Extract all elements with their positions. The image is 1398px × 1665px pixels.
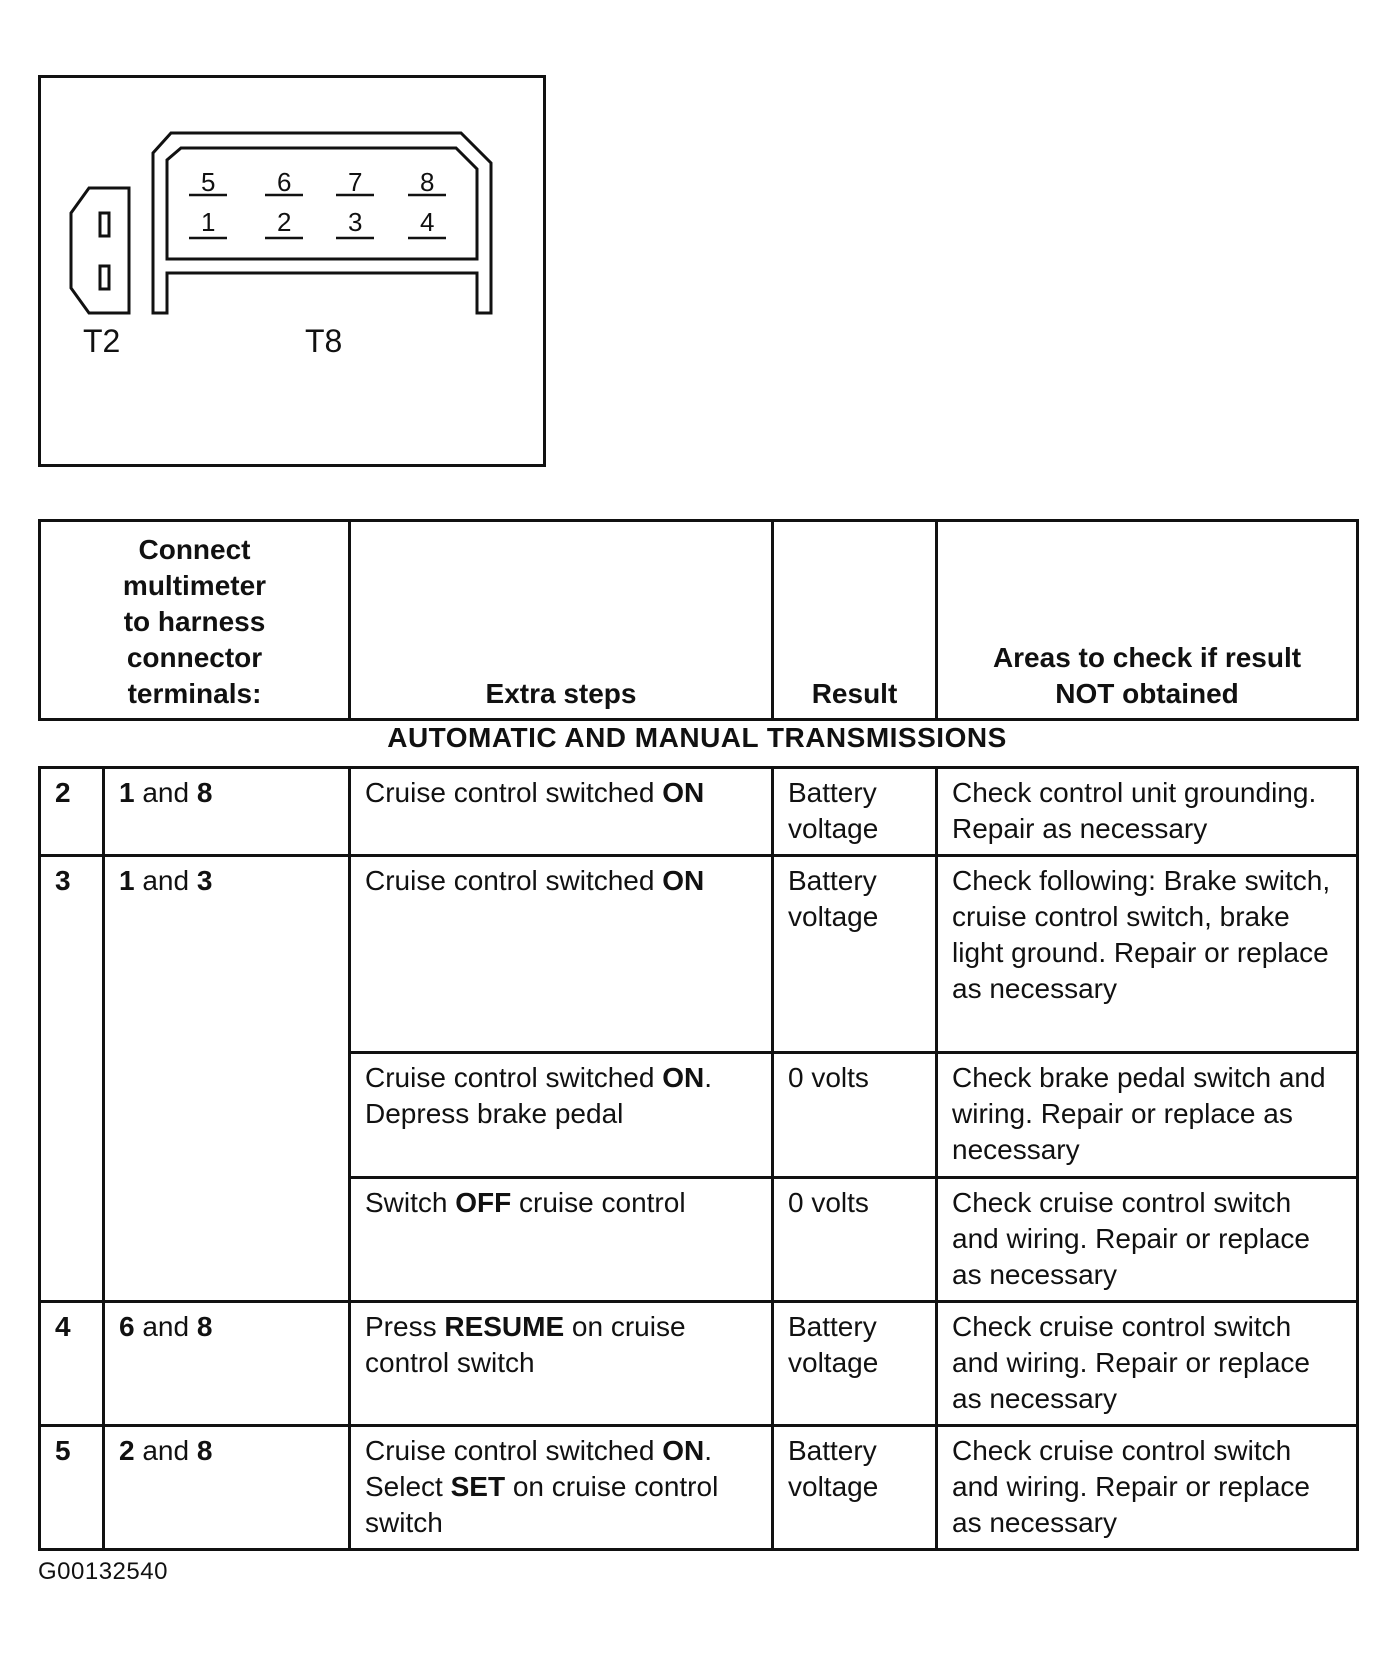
- table-row: [40, 768, 1358, 856]
- terminals-cell: [104, 856, 350, 1302]
- pin-6: 6: [277, 167, 292, 197]
- header-result: Result: [773, 521, 937, 720]
- pin-4: 4: [420, 207, 435, 237]
- header-connect: Connect multimeter to harness connector terminals:: [40, 521, 350, 720]
- result-cell: Battery voltage: [773, 768, 937, 856]
- extra-steps-cell: Switch OFF cruise control: [350, 1178, 773, 1302]
- terminal-a: 1: [119, 865, 135, 896]
- test-table: [38, 766, 1359, 1551]
- t2-pin-2: [100, 266, 109, 289]
- test-table-header: [38, 519, 1359, 721]
- step-number: 4: [40, 1302, 104, 1426]
- section-title: AUTOMATIC AND MANUAL TRANSMISSIONS: [387, 722, 1007, 753]
- pin-2: 2: [277, 207, 292, 237]
- table-row: [40, 1302, 1358, 1426]
- table-row: [40, 1426, 1358, 1550]
- terminal-b: 8: [196, 777, 213, 808]
- terminal-b: 8: [196, 1435, 213, 1466]
- areas-cell: Check cruise control switch and wiring. Repair or replace as necessary: [937, 1426, 1358, 1550]
- areas-cell: Check cruise control switch and wiring. Repair or replace as necessary: [937, 1178, 1358, 1302]
- terminal-and: and: [142, 1435, 190, 1466]
- result-cell: Battery voltage: [773, 856, 937, 1053]
- result-cell: Battery voltage: [773, 1426, 937, 1550]
- extra-steps-cell: Cruise control switched ON. Depress brake pedal: [350, 1053, 773, 1178]
- terminal-b: 8: [196, 1311, 213, 1342]
- extra-steps-cell: Cruise control switched ON: [350, 856, 773, 1053]
- terminal-a: 6: [119, 1311, 135, 1342]
- header-extra-steps: Extra steps: [350, 521, 773, 720]
- terminal-a: 1: [119, 777, 135, 808]
- pin-8: 8: [420, 167, 435, 197]
- terminals-cell: [104, 1302, 350, 1426]
- result-cell: Battery voltage: [773, 1302, 937, 1426]
- figure-id: G00132540: [38, 1558, 168, 1585]
- areas-cell: Check control unit grounding. Repair as necessary: [937, 768, 1358, 856]
- connector-diagram: [38, 75, 546, 467]
- result-cell: 0 volts: [773, 1178, 937, 1302]
- step-number: 2: [40, 768, 104, 856]
- extra-steps-cell: Cruise control switched ON: [350, 768, 773, 856]
- areas-cell: Check cruise control switch and wiring. Repair or replace as necessary: [937, 1302, 1358, 1426]
- terminal-and: and: [142, 1311, 190, 1342]
- terminal-a: 2: [119, 1435, 135, 1466]
- pin-7: 7: [348, 167, 363, 197]
- t8-label: T8: [305, 323, 343, 359]
- areas-cell: Check brake pedal switch and wiring. Repair or replace as necessary: [937, 1053, 1358, 1178]
- result-cell: 0 volts: [773, 1053, 937, 1178]
- terminal-b: 3: [196, 865, 213, 896]
- header-areas: Areas to check if result NOT obtained: [937, 521, 1358, 720]
- terminals-cell: [104, 1426, 350, 1550]
- table-row: [40, 856, 1358, 1053]
- t2-pin-1: [100, 213, 109, 236]
- pin-3: 3: [348, 207, 363, 237]
- terminal-and: and: [142, 777, 190, 808]
- extra-steps-cell: Press RESUME on cruise control switch: [350, 1302, 773, 1426]
- connector-drawing: [41, 78, 543, 464]
- step-number: 3: [40, 856, 104, 1302]
- pin-5: 5: [201, 167, 216, 197]
- extra-steps-cell: Cruise control switched ON. Select SET on cruise control switch: [350, 1426, 773, 1550]
- t8-connector-inner: [167, 148, 477, 259]
- t2-connector-outline: [71, 188, 129, 313]
- step-number: 5: [40, 1426, 104, 1550]
- terminals-cell: [104, 768, 350, 856]
- t2-label: T2: [83, 323, 121, 359]
- areas-cell: Check following: Brake switch, cruise control switch, brake light ground. Repair or replace as necessary: [937, 856, 1358, 1053]
- pin-1: 1: [201, 207, 216, 237]
- terminal-and: and: [142, 865, 190, 896]
